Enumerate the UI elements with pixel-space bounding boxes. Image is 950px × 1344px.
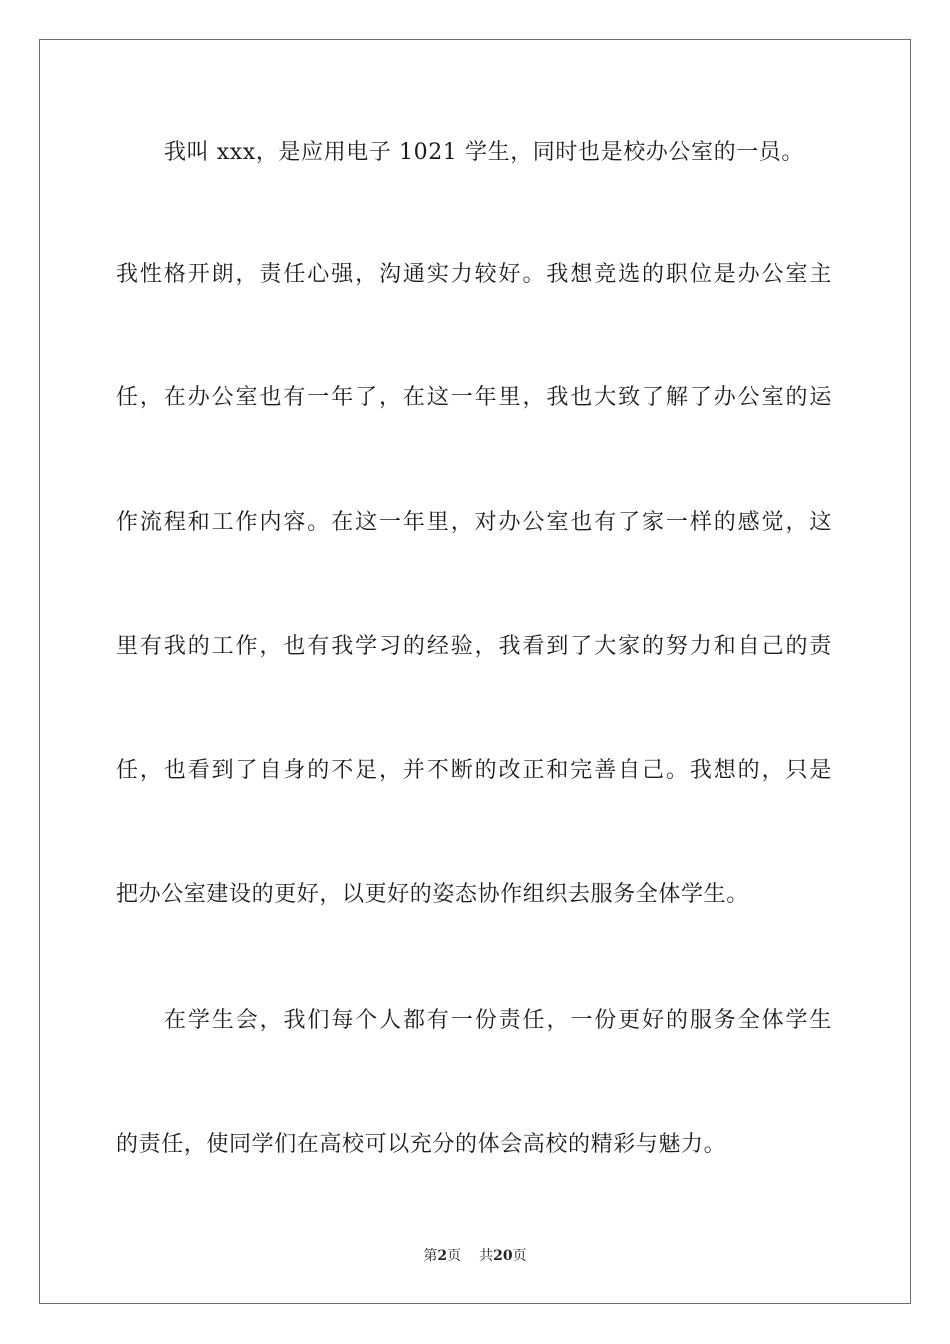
page-suffix: 页: [447, 1248, 462, 1264]
page-number: 2: [437, 1248, 448, 1264]
paragraph-2-line-2: 的责任，使同学们在高校可以充分的体会高校的精彩与魅力。: [116, 1132, 727, 1157]
paragraph-1-line-6: 任，也看到了自身的不足，并不断的改正和完善自己。我想的，只是: [116, 758, 832, 783]
total-suffix: 页: [512, 1248, 527, 1264]
paragraph-1-line-7: 把办公室建设的更好，以更好的姿态协作组织去服务全体学生。: [116, 882, 749, 907]
page-prefix: 第: [423, 1248, 438, 1264]
total-pages: 20: [493, 1248, 513, 1264]
paragraph-2-line-1: 在学生会，我们每个人都有一份责任，一份更好的服务全体学生: [164, 1008, 832, 1033]
total-prefix: 共: [479, 1248, 494, 1264]
paragraph-1-line-4: 作流程和工作内容。在这一年里，对办公室也有了家一样的感觉，这: [116, 510, 832, 535]
paragraph-1-line-5: 里有我的工作，也有我学习的经验，我看到了大家的努力和自己的责: [116, 634, 832, 659]
paragraph-1-line-1: 我叫 xxx，是应用电子 1021 学生，同时也是校办公室的一员。: [164, 140, 804, 165]
page-footer: [0, 1246, 950, 1266]
paragraph-1-line-3: 任，在办公室也有一年了，在这一年里，我也大致了解了办公室的运: [116, 385, 832, 410]
page-border: [39, 39, 911, 1304]
paragraph-1-line-2: 我性格开朗，责任心强，沟通实力较好。我想竞选的职位是办公室主: [116, 262, 832, 287]
